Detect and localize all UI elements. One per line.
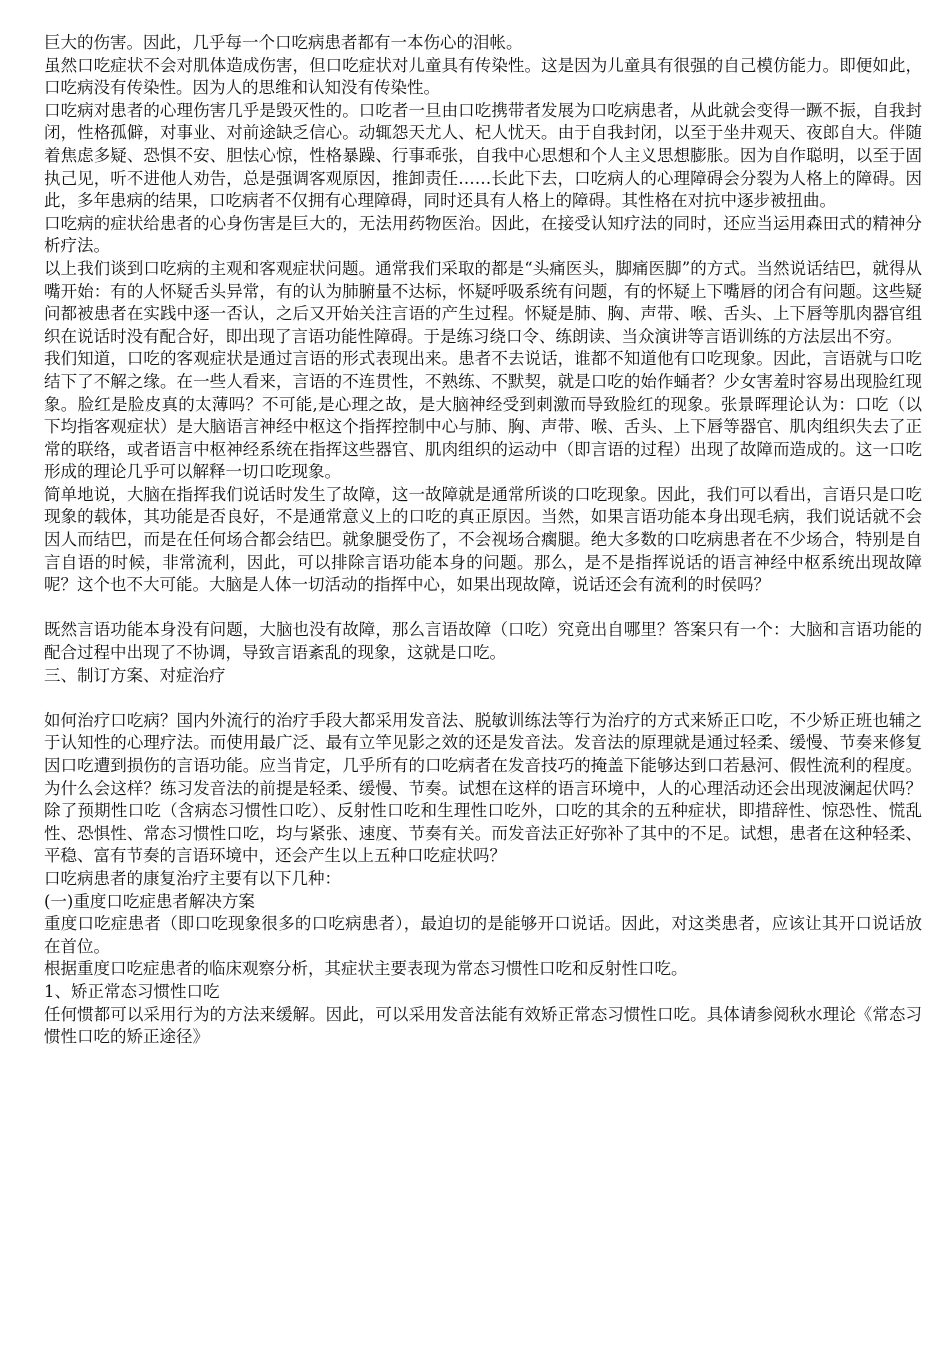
paragraph-contagion: 虽然口吃症状不会对肌体造成伤害，但口吃症状对儿童具有传染性。这是因为儿童具有很强的自己模仿能力。即便如此，口吃病没有传染性。因为人的思维和认知没有传染性。: [44, 55, 922, 98]
paragraph-psychological-harm: 口吃病对患者的心理伤害几乎是毁灭性的。口吃者一旦由口吃携带者发展为口吃病患者，从此就会变得一蹶不振，自我封闭，性格孤僻，对事业、对前途缺乏信心。动辄怨天尤人、杞人忧天。由于自我封闭，以至于坐井观天、夜郎自大。伴随着焦虑多疑、恐惧不安、胆怯心惊，性格暴躁、行事乖张，自我中心思想和个人主义思想膨胀。因为自作聪明，以至于固执己见，听不进他人劝告，总是强调客观原因，推卸责任……长此下去，口吃病人的心理障碍会分裂为人格上的障碍。因此，多年患病的结果，口吃病者不仅拥有心理障碍，同时还具有人格上的障碍。其性格在对抗中逐步被扭曲。: [44, 100, 922, 211]
paragraph-habitual-method: 任何惯都可以采用行为的方法来缓解。因此，可以采用发音法能有效矫正常态习惯性口吃。具体请参阅秋水理论《常态习惯性口吃的矫正途径》: [44, 1004, 922, 1047]
paragraph-severe-symptoms: 根据重度口吃症患者的临床观察分析，其症状主要表现为常态习惯性口吃和反射性口吃。: [44, 959, 688, 979]
paragraph-brain-malfunction: 简单地说，大脑在指挥我们说话时发生了故障，这一故障就是通常所谈的口吃现象。因此，我们可以看出，言语只是口吃现象的载体，其功能是否良好，不是通常意义上的口吃的真正原因。当然，如果言语功能本身出现毛病，我们说话就不会因人而结巴，而是在任何场合都会结巴。就象腿受伤了，不会视场合瘸腿。绝大多数的口吃病患者在不少场合，特别是自言自语的时候，非常流利，因此，可以排除言语功能本身的问题。那么，是不是指挥说话的语言神经中枢系统出现故障呢？这个也不大可能。大脑是人体一切活动的指挥中心，如果出现故障，说话还会有流利的时侯吗？: [44, 484, 922, 595]
paragraph-objective-symptoms: 我们知道，口吃的客观症状是通过言语的形式表现出来。患者不去说话，谁都不知道他有口吃现象。因此，言语就与口吃结下了不解之缘。在一些人看来，言语的不连贯性，不熟练、不默契，就是口吃的始作蛹者？少女害羞时容易出现脸红现象。脸红是脸皮真的太薄吗？不可能,是心理之故，是大脑神经受到刺激而导致脸红的现象。张景晖理论认为：口吃（以下均指客观症状）是大脑语言神经中枢这个指挥控制中心与肺、胸、声带、喉、舌头、上下唇等器官、肌肉组织失去了正常的联络，或者语言中枢神经系统在指挥这些器官、肌肉组织的运动中（即言语的过程）出现了故障而造成的。这一口吃形成的理论几乎可以解释一切口吃现象。: [44, 349, 922, 482]
subheading-habitual-correction: 1、矫正常态习惯性口吃: [44, 981, 220, 1001]
paragraph-emotional-damage: 巨大的伤害。因此，几乎每一个口吃病患者都有一本伤心的泪帐。: [44, 33, 523, 52]
paragraph-conclusion: 既然言语功能本身没有问题，大脑也没有故障，那么言语故障（口吃）究竟出自哪里？答案只有一个：大脑和言语功能的配合过程中出现了不协调，导致言语紊乱的现象，这就是口吃。: [44, 620, 922, 663]
paragraph-rehab-intro: 口吃病患者的康复治疗主要有以下几种：: [44, 868, 341, 888]
subheading-severe-stutter: (一)重度口吃症患者解决方案: [44, 891, 255, 911]
paragraph-treatment-methods: 如何治疗口吃病？国内外流行的治疗手段大都采用发音法、脱敏训练法等行为治疗的方式来矫正口吃，不少矫正班也辅之于认知性的心理疗法。而使用最广泛、最有立竿见影之效的还是发音法。发音法的原理就是通过轻柔、缓慢、节奏来修复因口吃遭到损伤的言语功能。应当肯定，几乎所有的口吃病者在发音技巧的掩盖下能够达到口若悬河、假性流利的程度。为什么会这样？练习发音法的前提是轻柔、缓慢、节奏。试想在这样的语言环境中，人的心理活动还会出现波澜起伏吗？除了预期性口吃（含病态习惯性口吃）、反射性口吃和生理性口吃外，口吃的其余的五种症状，即措辞性、惊恐性、慌乱性、恐惧性、常态习惯性口吃，均与紧张、速度、节奏有关。而发音法正好弥补了其中的不足。试想，患者在这种轻柔、平稳、富有节奏的言语环境中，还会产生以上五种口吃症状吗？: [44, 710, 922, 866]
paragraph-spacer: [44, 687, 922, 710]
paragraph-severe-priority: 重度口吃症患者（即口吃现象很多的口吃病患者），最迫切的是能够开口说话。因此，对这类患者，应该让其开口说话放在首位。: [44, 914, 922, 956]
section-heading-treatment-plan: 三、制订方案、对症治疗: [44, 665, 226, 685]
document-page: [44, 32, 922, 1049]
paragraph-symptom-approach: 以上我们谈到口吃病的主观和客观症状问题。通常我们采取的都是“头痛医头，脚痛医脚”的方式。当然说话结巴，就得从嘴开始：有的人怀疑舌头异常，有的认为肺腑量不达标，怀疑呼吸系统有问题，有的怀疑上下嘴唇的闭合有问题。这些疑问都被患者在实践中逐一否认，之后又开始关注言语的产生过程。怀疑是肺、胸、声带、喉、舌头、上下唇等肌肉器官组织在说话时没有配合好，即出现了言语功能性障碍。于是练习绕口令、练朗读、当众演讲等言语训练的方法层出不穷。: [44, 258, 922, 346]
paragraph-spacer: [44, 597, 922, 620]
paragraph-morita-therapy: 口吃病的症状给患者的心身伤害是巨大的，无法用药物医治。因此，在接受认知疗法的同时，还应当运用森田式的精神分析疗法。: [44, 213, 922, 256]
